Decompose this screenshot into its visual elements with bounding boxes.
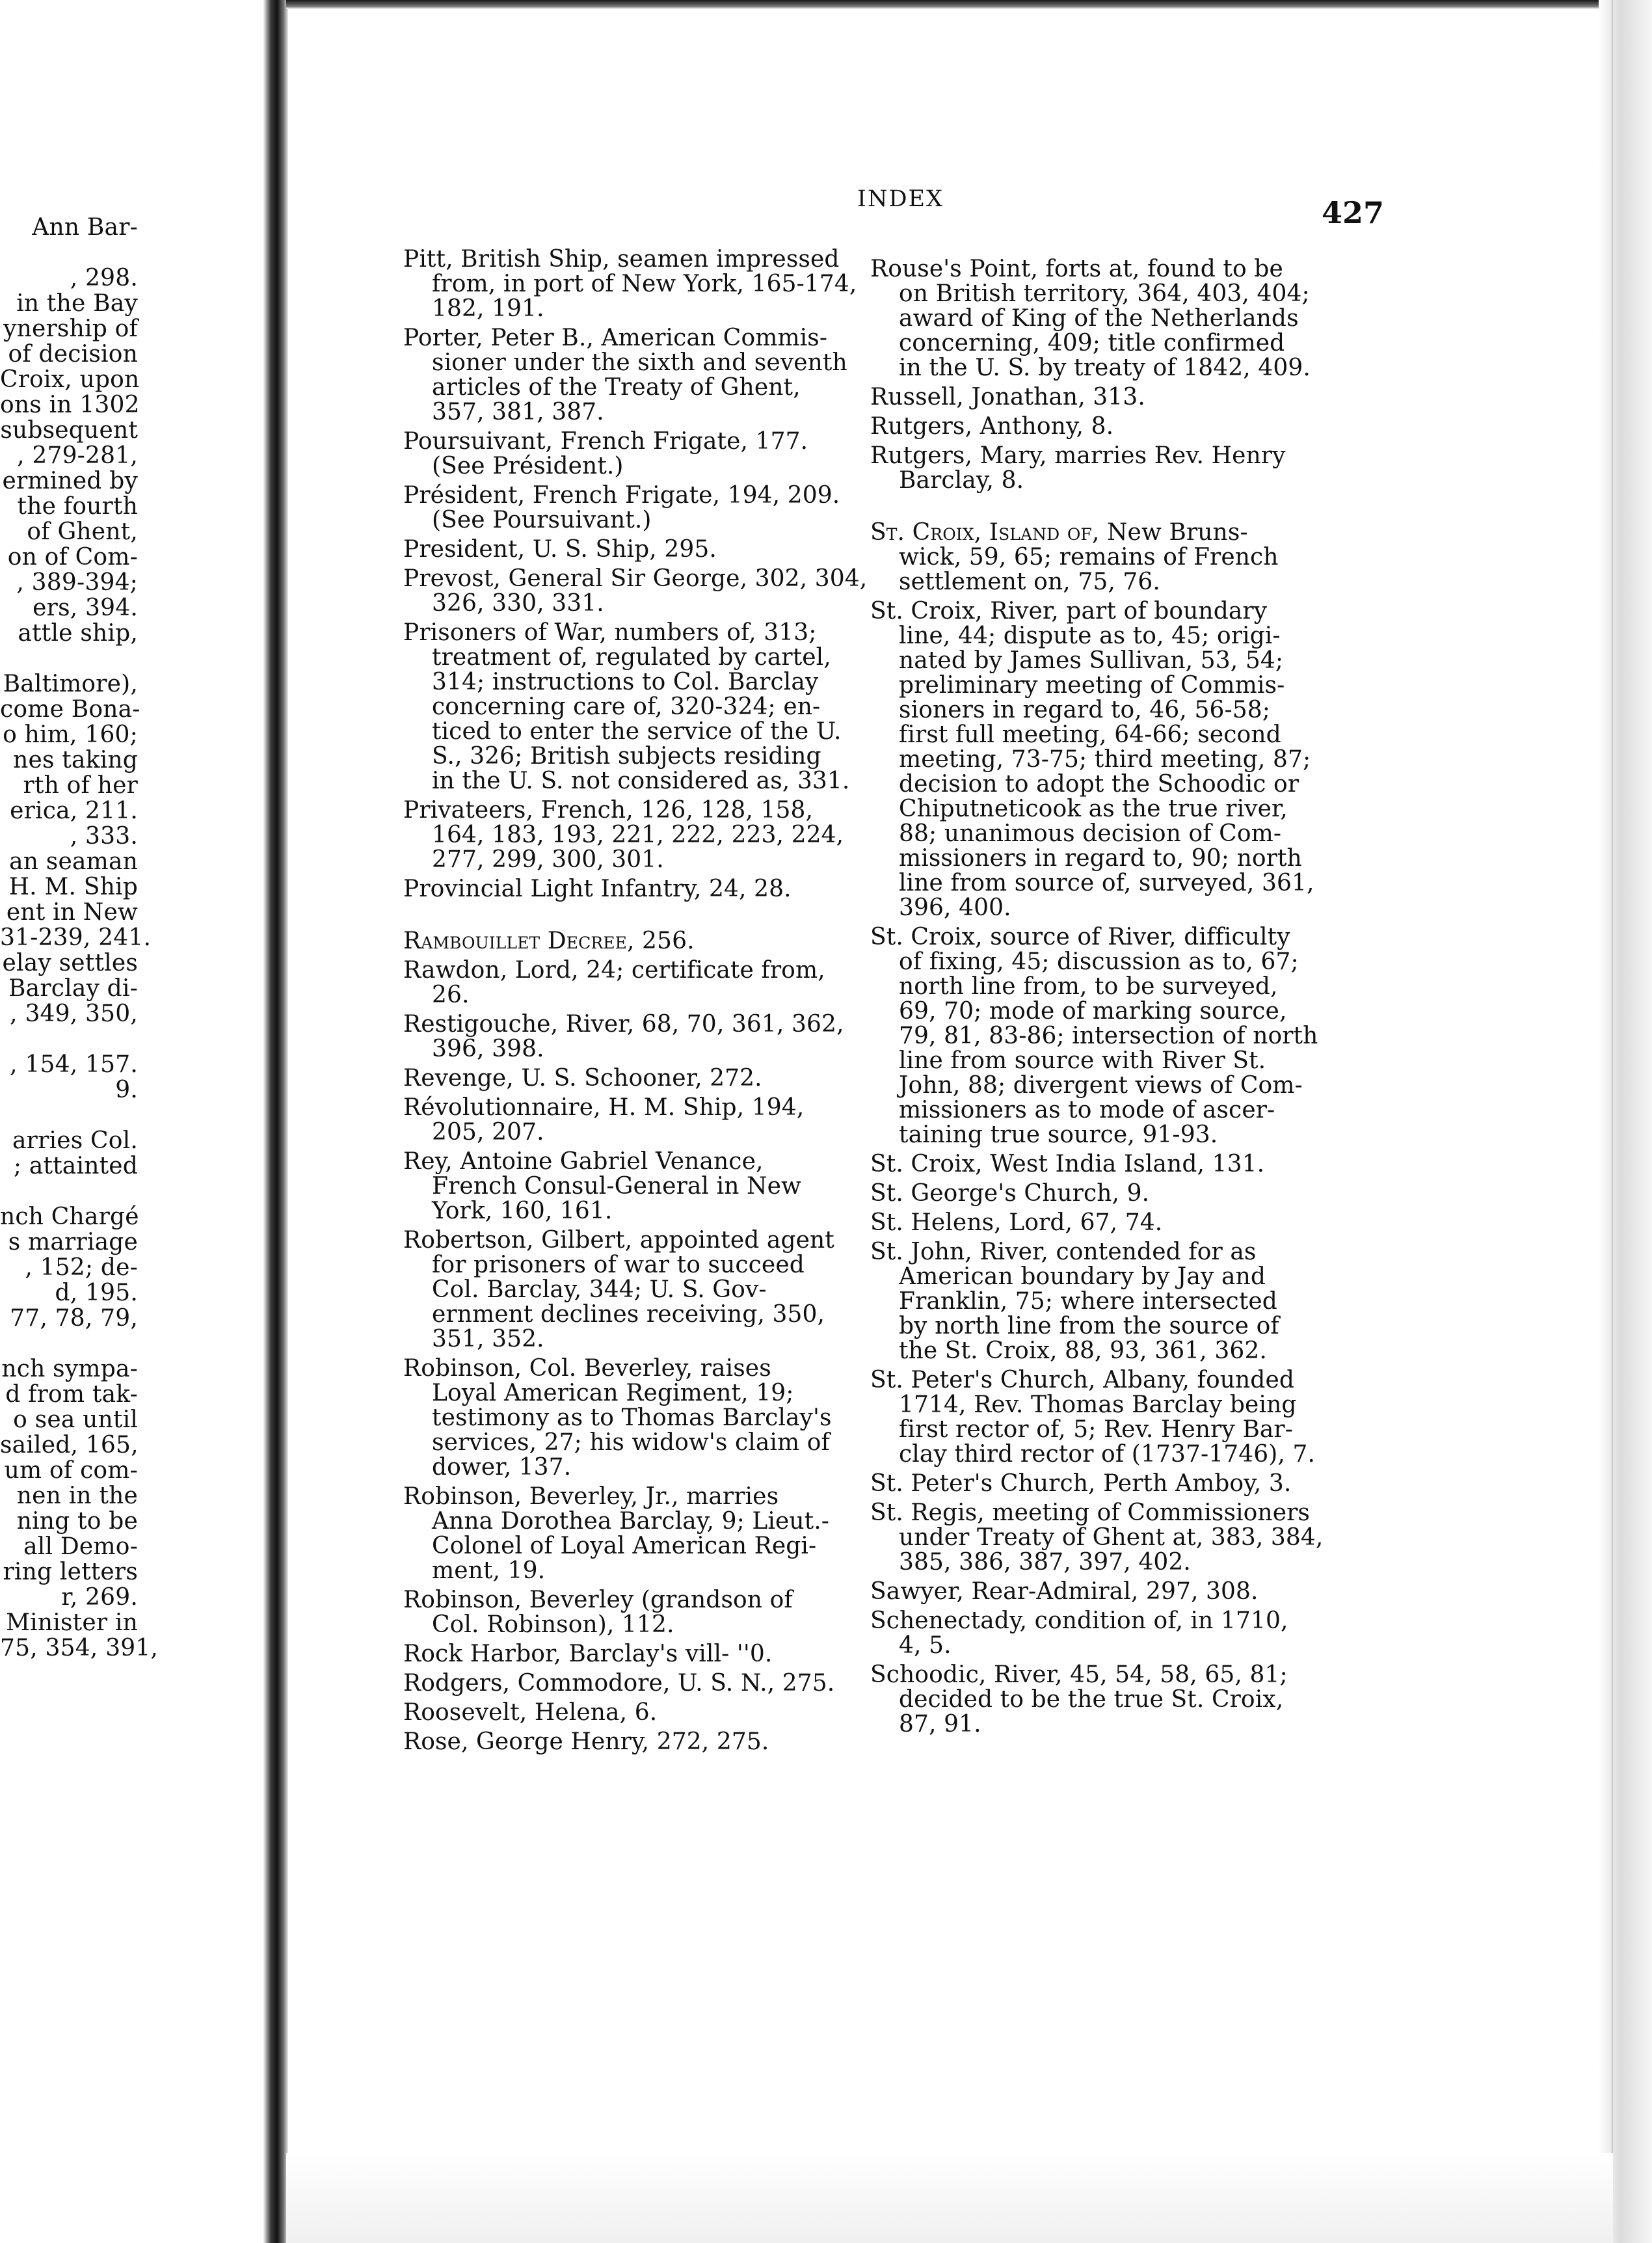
index-entry-heading-line: Prisoners of War, numbers of, 313; <box>403 619 817 646</box>
index-entry <box>403 798 898 872</box>
index-entry <box>870 1181 1365 1206</box>
left-page-line: , 333. <box>70 823 138 850</box>
index-entry-continuation-line: on British territory, 364, 403, 404; <box>899 280 1310 307</box>
index-entry-continuation-line: sioners in regard to, 46, 56-58; <box>899 697 1270 723</box>
index-entry <box>403 1356 898 1480</box>
index-entry-heading-line: Sawyer, Rear-Admiral, 297, 308. <box>870 1578 1259 1605</box>
index-entry-heading-line: Schoodic, River, 45, 54, 58, 65, 81; <box>870 1661 1288 1688</box>
left-page-line: d from tak- <box>5 1381 138 1408</box>
index-entry-heading-line: Privateers, French, 126, 128, 158, <box>403 797 814 824</box>
left-page-line <box>0 240 138 265</box>
left-page-line: of decision <box>8 341 138 368</box>
index-entry <box>870 520 1365 595</box>
index-entry-continuation-line: 26. <box>432 982 470 1008</box>
index-entry-continuation-line: preliminary meeting of Commis- <box>899 672 1285 699</box>
index-entry-heading-line: Rutgers, Mary, marries Rev. Henry <box>870 442 1286 469</box>
index-entry-continuation-line: line, 44; dispute as to, 45; origi- <box>899 623 1281 649</box>
left-page-line: s marriage <box>8 1229 138 1256</box>
index-entry-continuation-line: (See Président.) <box>432 453 624 479</box>
index-entry <box>403 326 898 425</box>
index-entry-continuation-line: Chiputneticook as the true river, <box>899 796 1288 822</box>
index-entry <box>870 1211 1365 1235</box>
index-entry-continuation-line: ticed to enter the service of the U. <box>432 718 842 745</box>
index-entry-continuation-line: 385, 386, 387, 397, 402. <box>899 1549 1191 1576</box>
index-entry-heading-line: St. Peter's Church, Albany, founded <box>870 1367 1294 1393</box>
index-entry-continuation-line: Barclay, 8. <box>899 467 1024 494</box>
book-gutter-shadow <box>263 0 288 2243</box>
index-entry-continuation-line: in the U. S. by treaty of 1842, 409. <box>899 355 1311 381</box>
index-entry-heading-line: Revenge, U. S. Schooner, 272. <box>403 1065 762 1092</box>
left-page-line: subsequent <box>0 417 138 444</box>
left-page-line: Baltimore), <box>3 671 138 697</box>
index-entry-heading-line: Robinson, Beverley, Jr., marries <box>403 1483 779 1510</box>
index-entry <box>403 537 898 562</box>
left-page-line: 9. <box>115 1077 138 1103</box>
left-page-line: nch sympa- <box>1 1356 138 1382</box>
index-entry-heading-line: Rose, George Henry, 272, 275. <box>403 1728 769 1755</box>
index-entry-heading-line: St. Regis, meeting of Commissioners <box>870 1499 1311 1526</box>
index-entry-heading-line: St. Croix, Island of, New Bruns- <box>870 519 1248 546</box>
index-entry-continuation-line: concerning, 409; title confirmed <box>899 330 1285 356</box>
left-page-line: ent in New <box>6 899 138 926</box>
index-entry-continuation-line: by north line from the source of <box>899 1313 1279 1339</box>
index-entry <box>403 1484 898 1583</box>
index-entry-continuation-line: line from source with River St. <box>899 1047 1266 1074</box>
page-right-edge <box>1599 0 1652 2243</box>
index-entry <box>870 599 1365 920</box>
index-entry <box>870 1368 1365 1467</box>
index-column-right <box>870 257 1365 1741</box>
left-page-line: all Demo- <box>23 1533 138 1560</box>
index-entry-continuation-line: wick, 59, 65; remains of French <box>899 544 1279 571</box>
left-page-line: an seaman <box>9 848 138 875</box>
index-entry <box>403 877 898 902</box>
index-entry-continuation-line: settlement on, 75, 76. <box>899 569 1160 595</box>
index-entry-heading-line: St. John, River, contended for as <box>870 1239 1257 1265</box>
left-page-line <box>0 1103 138 1128</box>
left-page-line: d, 195. <box>55 1280 138 1306</box>
left-page-line: in the Bay <box>16 290 138 317</box>
left-page-line: erica, 211. <box>10 798 138 824</box>
index-entry-continuation-line: meeting, 73-75; third meeting, 87; <box>899 746 1311 773</box>
index-entry-continuation-line: 326, 330, 331. <box>432 590 604 617</box>
index-entry-continuation-line: ernment declines receiving, 350, <box>432 1301 825 1328</box>
index-entry-heading-line: Rey, Antoine Gabriel Venance, <box>403 1148 764 1175</box>
left-page-line: come Bona- <box>0 696 140 723</box>
index-entry-heading-line: President, U. S. Ship, 295. <box>403 536 717 563</box>
left-page-line: Croix, upon <box>0 366 140 393</box>
index-entry-heading-line: St. Peter's Church, Perth Amboy, 3. <box>870 1470 1292 1497</box>
index-entry-continuation-line: 164, 183, 193, 221, 222, 223, 224, <box>432 822 844 848</box>
index-entry <box>403 1228 898 1352</box>
left-page-line: 31-239, 241. <box>0 924 152 951</box>
index-entry <box>870 1579 1365 1604</box>
index-entry <box>870 385 1365 410</box>
index-entry-continuation-line: the St. Croix, 88, 93, 361, 362. <box>899 1337 1267 1364</box>
left-page-line: um of com- <box>4 1457 138 1484</box>
index-entry-continuation-line: north line from, to be surveyed, <box>899 973 1278 1000</box>
index-entry <box>403 929 898 954</box>
index-entry <box>403 429 898 479</box>
left-page-line: ers, 394. <box>33 595 138 621</box>
index-entry-continuation-line: 69, 70; mode of marking source, <box>899 998 1287 1025</box>
index-entry-small-caps-head: St. Croix, Island of <box>870 519 1092 546</box>
left-page-line: ring letters <box>3 1559 138 1585</box>
index-entry-continuation-line: 396, 398. <box>432 1036 544 1062</box>
index-entry-continuation-line: for prisoners of war to succeed <box>432 1252 805 1278</box>
index-entry-heading-line: Prevost, General Sir George, 302, 304, <box>403 565 868 592</box>
index-entry <box>870 414 1365 439</box>
index-entry-heading-line: Russell, Jonathan, 313. <box>870 384 1145 410</box>
left-page-line: , 279-281, <box>17 442 138 469</box>
index-entry-heading-line: Robinson, Col. Beverley, raises <box>403 1355 771 1382</box>
left-page-line: r, 269. <box>61 1584 138 1611</box>
index-entry-continuation-line: award of King of the Netherlands <box>899 305 1299 332</box>
left-page-line: , 154, 157. <box>10 1051 138 1078</box>
index-entry-continuation-line: decision to adopt the Schoodic or <box>899 771 1299 798</box>
left-page-line <box>0 646 138 671</box>
index-entry-continuation-line: American boundary by Jay and <box>899 1263 1266 1290</box>
index-entry-continuation-line: 182, 191. <box>432 295 544 322</box>
index-entry-heading-line: St. Croix, source of River, difficulty <box>870 924 1290 950</box>
left-page-line: nch Chargé <box>0 1203 139 1230</box>
index-entry-continuation-line: treatment of, regulated by cartel, <box>432 644 831 671</box>
index-entry-continuation-line: 4, 5. <box>899 1632 952 1659</box>
index-entry-continuation-line: sioner under the sixth and seventh <box>432 349 847 376</box>
index-entry-heading-line: Schenectady, condition of, in 1710, <box>870 1607 1288 1634</box>
index-entry-heading-line: Restigouche, River, 68, 70, 361, 362, <box>403 1011 844 1038</box>
index-entry-continuation-line: 314; instructions to Col. Barclay <box>432 669 819 695</box>
index-entry-continuation-line: John, 88; divergent views of Com- <box>899 1072 1303 1099</box>
index-entry-continuation-line: missioners in regard to, 90; north <box>899 845 1302 872</box>
index-entry-heading-line: St. Croix, West India Island, 131. <box>870 1151 1265 1177</box>
index-entry <box>870 444 1365 493</box>
left-page-line: attle ship, <box>18 620 138 647</box>
index-entry-continuation-line: under Treaty of Ghent at, 383, 384, <box>899 1524 1324 1551</box>
index-entry <box>403 621 898 794</box>
left-page-line <box>0 1331 138 1356</box>
index-entry-heading-line: Rodgers, Commodore, U. S. N., 275. <box>403 1670 835 1697</box>
index-entry-continuation-line: 79, 81, 83-86; intersection of north <box>899 1023 1318 1049</box>
index-entry <box>403 1730 898 1754</box>
index-entry-heading-line: Porter, Peter B., American Commis- <box>403 325 828 351</box>
index-entry-heading-line: St. Helens, Lord, 67, 74. <box>870 1209 1163 1236</box>
index-entry-continuation-line: of fixing, 45; discussion as to, 67; <box>899 948 1299 975</box>
left-page-line: 77, 78, 79, <box>10 1305 138 1332</box>
index-entry-continuation-line: 277, 299, 300, 301. <box>432 846 664 873</box>
index-entry <box>403 247 898 321</box>
index-entry-continuation-line: in the U. S. not considered as, 331. <box>432 768 850 794</box>
index-entry <box>403 1588 898 1637</box>
index-entry-continuation-line: concerning care of, 320-324; en- <box>432 693 821 720</box>
index-entry-continuation-line: first rector of, 5; Rev. Henry Bar- <box>899 1416 1294 1443</box>
index-entry-continuation-line: services, 27; his widow's claim of <box>432 1429 830 1456</box>
left-page-line: ; attainted <box>13 1153 138 1179</box>
left-page-line: Ann Bar- <box>32 214 138 241</box>
page-bottom-shade <box>286 2153 1613 2243</box>
index-column-left <box>403 247 898 1759</box>
left-page-line: rth of her <box>23 772 138 799</box>
index-entry-continuation-line: 351, 352. <box>432 1326 544 1352</box>
index-entry <box>403 1671 898 1696</box>
left-page-line: elay settles <box>2 950 138 976</box>
index-entry-continuation-line: Anna Dorothea Barclay, 9; Lieut.- <box>432 1508 830 1535</box>
index-entry-heading-line: St. George's Church, 9. <box>870 1180 1150 1207</box>
left-page-line: , 349, 350, <box>10 1001 138 1027</box>
index-entry <box>403 483 898 533</box>
index-entry <box>403 1066 898 1091</box>
index-entry <box>403 958 898 1008</box>
left-page-line: H. M. Ship <box>8 874 138 900</box>
left-page-line: ons in 1302 <box>0 392 140 418</box>
left-page-line: o him, 160; <box>3 721 138 748</box>
index-entry-continuation-line: 87, 91. <box>899 1711 981 1738</box>
left-page-line: nen in the <box>16 1483 138 1509</box>
index-entry-heading-line: Pitt, British Ship, seamen impressed <box>403 246 840 273</box>
left-page-line: Barclay di- <box>8 975 138 1002</box>
index-entry-small-caps-head: Rambouillet Decree <box>403 928 627 954</box>
left-page-line: , 389-394; <box>16 569 138 596</box>
index-entry-continuation-line: 357, 381, 387. <box>432 399 604 425</box>
index-entry-continuation-line: Colonel of Loyal American Regi- <box>432 1533 817 1559</box>
left-page-line: ynership of <box>3 316 138 342</box>
left-page-line: of Ghent, <box>27 518 138 545</box>
index-entry <box>403 1700 898 1725</box>
index-entry-continuation-line: ment, 19. <box>432 1557 546 1584</box>
index-entry <box>870 1663 1365 1737</box>
index-entry-heading-line: Président, French Frigate, 194, 209. <box>403 482 840 509</box>
index-entry-heading-line: Provincial Light Infantry, 24, 28. <box>403 876 792 902</box>
index-entry-heading-line: Rawdon, Lord, 24; certificate from, <box>403 957 825 984</box>
left-page-line <box>0 1179 138 1204</box>
index-entry <box>403 1012 898 1062</box>
running-head: INDEX <box>857 186 944 212</box>
index-entry <box>403 1095 898 1145</box>
index-entry-continuation-line: articles of the Treaty of Ghent, <box>432 374 801 401</box>
index-entry-continuation-line: line from source of, surveyed, 361, <box>899 870 1314 896</box>
index-entry <box>403 567 898 616</box>
index-entry-continuation-line: clay third rector of (1737-1746), 7. <box>899 1441 1316 1468</box>
index-entry-heading-line: Robinson, Beverley (grandson of <box>403 1587 793 1613</box>
left-page-line: nes taking <box>13 747 138 773</box>
index-entry-continuation-line: French Consul-General in New <box>432 1173 801 1200</box>
index-entry-continuation-line: 88; unanimous decision of Com- <box>899 820 1282 847</box>
left-page-line: on of Com- <box>7 544 138 571</box>
left-page-line: , 152; de- <box>25 1254 138 1281</box>
index-entry-continuation-line: missioners as to mode of ascer- <box>899 1097 1275 1123</box>
index-entry <box>870 1471 1365 1496</box>
index-entry-continuation-line: S., 326; British subjects residing <box>432 743 821 770</box>
index-entry <box>403 1149 898 1224</box>
index-entry <box>870 257 1365 381</box>
left-page-fragment <box>0 214 159 1661</box>
index-entry-continuation-line: taining true source, 91-93. <box>899 1122 1218 1148</box>
page-top-edge <box>286 0 1652 9</box>
index-entry-continuation-line: from, in port of New York, 165-174, <box>432 271 857 297</box>
index-entry <box>870 1609 1365 1658</box>
index-entry <box>870 925 1365 1148</box>
left-page-line: ning to be <box>16 1508 138 1535</box>
index-entry <box>870 1152 1365 1177</box>
page-number: 427 <box>1322 195 1385 230</box>
index-entry-continuation-line: Loyal American Regiment, 19; <box>432 1380 794 1406</box>
index-entry-heading-line: Rambouillet Decree, 256. <box>403 928 695 954</box>
index-entry-continuation-line: Col. Barclay, 344; U. S. Gov- <box>432 1276 767 1303</box>
index-entry-continuation-line: first full meeting, 64-66; second <box>899 721 1281 748</box>
index-entry-continuation-line: 1714, Rev. Thomas Barclay being <box>899 1391 1297 1418</box>
index-entry-continuation-line: Col. Robinson), 112. <box>432 1611 674 1638</box>
index-entry-heading-line: St. Croix, River, part of boundary <box>870 598 1268 625</box>
index-entry-heading-line: Rock Harbor, Barclay's vill- ''0. <box>403 1641 773 1667</box>
left-page-line: Minister in <box>6 1609 138 1636</box>
index-entry-continuation-line: Franklin, 75; where intersected <box>899 1288 1277 1315</box>
left-page-line: ermined by <box>2 468 138 494</box>
index-entry-continuation-line: 205, 207. <box>432 1119 544 1146</box>
left-page-line <box>0 1027 138 1052</box>
index-entry-heading-line: Révolutionnaire, H. M. Ship, 194, <box>403 1094 805 1121</box>
index-entry-continuation-line: nated by James Sullivan, 53, 54; <box>899 647 1284 674</box>
index-entry-continuation-line: York, 160, 161. <box>432 1198 613 1224</box>
page-right-edge-line <box>1612 0 1613 2243</box>
index-entry-continuation-line: (See Poursuivant.) <box>432 507 652 533</box>
left-page-line: the fourth <box>17 493 138 520</box>
index-entry-heading-line: Rutgers, Anthony, 8. <box>870 413 1114 440</box>
index-entry-continuation-line: decided to be the true St. Croix, <box>899 1686 1284 1713</box>
index-entry <box>870 1240 1365 1363</box>
index-entry <box>870 1501 1365 1575</box>
index-entry <box>403 1642 898 1667</box>
left-page-line: o sea until <box>13 1406 138 1433</box>
left-page-line: sailed, 165, <box>0 1432 139 1458</box>
index-entry-heading-line: Robertson, Gilbert, appointed agent <box>403 1227 834 1254</box>
index-entry-heading-line: Rouse's Point, forts at, found to be <box>870 256 1283 282</box>
index-entry-heading-line: Roosevelt, Helena, 6. <box>403 1699 658 1726</box>
index-entry-continuation-line: testimony as to Thomas Barclay's <box>432 1404 832 1431</box>
index-entry-heading-line: Poursuivant, French Frigate, 177. <box>403 428 808 455</box>
left-page-line: 75, 354, 391, <box>0 1635 159 1661</box>
left-page-line: arries Col. <box>12 1127 138 1154</box>
left-page-line: , 298. <box>70 265 138 291</box>
index-entry-continuation-line: dower, 137. <box>432 1454 572 1481</box>
index-entry-continuation-line: 396, 400. <box>899 894 1011 921</box>
